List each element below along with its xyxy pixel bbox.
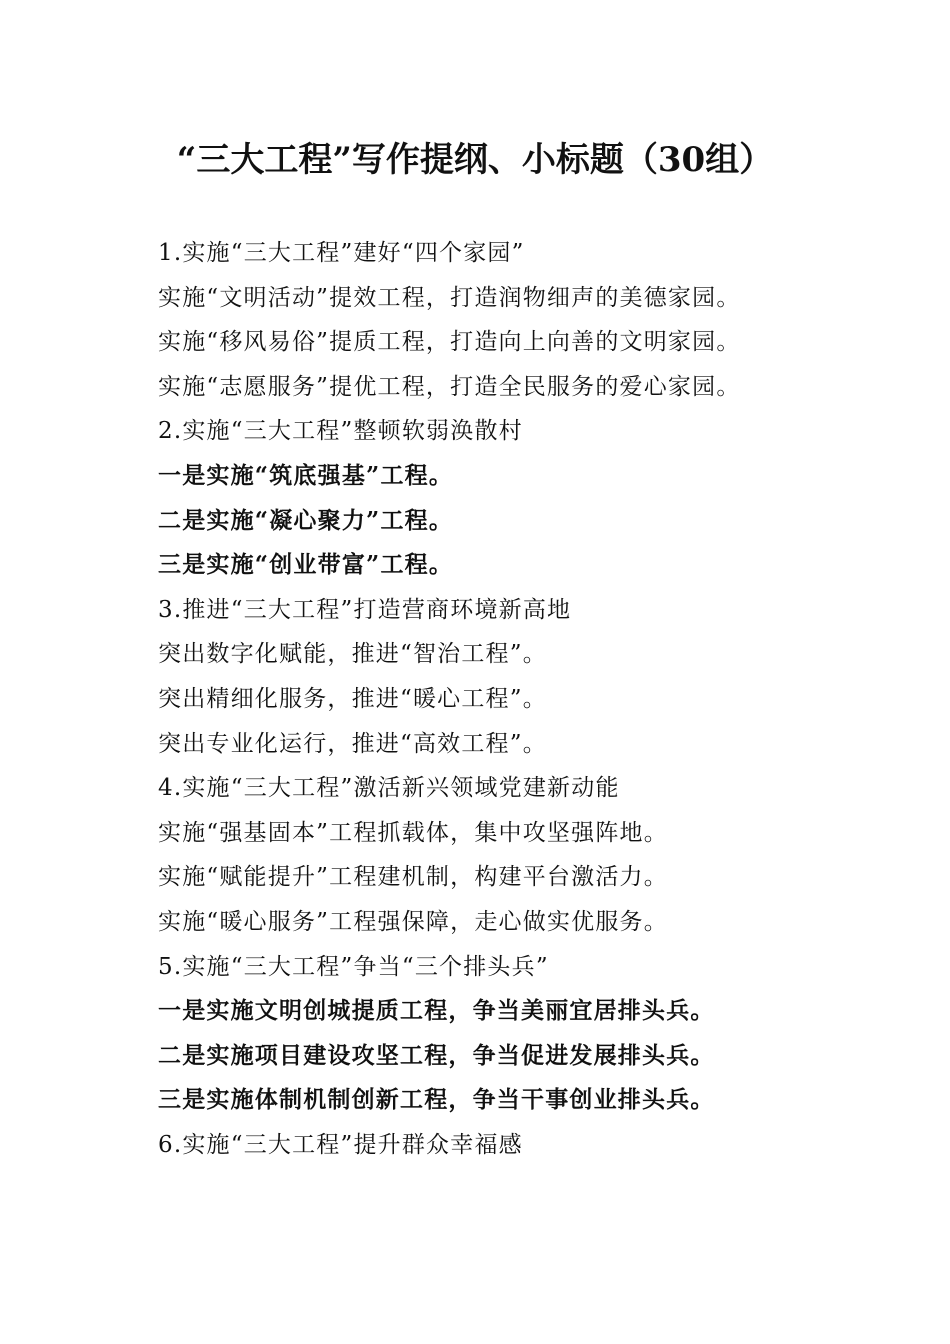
heading-6: 6.实施“三大工程”提升群众幸福感 <box>158 1131 523 1158</box>
paragraph-line: 一是实施文明创城提质工程，争当美丽宜居排头兵。 <box>158 997 715 1025</box>
paragraph-line: 实施“赋能提升”工程建机制，构建平台激活力。 <box>158 864 668 891</box>
paragraph-line: 突出精细化服务，推进“暖心工程”。 <box>158 685 547 712</box>
paragraph-line: 实施“志愿服务”提优工程，打造全民服务的爱心家园。 <box>158 373 741 400</box>
paragraph-line: 三是实施“创业带富”工程。 <box>158 551 454 579</box>
paragraph-line: 二是实施项目建设攻坚工程，争当促进发展排头兵。 <box>158 1041 715 1069</box>
paragraph-line: 二是实施“凝心聚力”工程。 <box>158 506 454 534</box>
paragraph-line: 突出专业化运行，推进“高效工程”。 <box>158 730 547 757</box>
paragraph-line: 实施“暖心服务”工程强保障，走心做实优服务。 <box>158 908 668 935</box>
paragraph-line: 一是实施“筑底强基”工程。 <box>158 461 454 489</box>
paragraph-line: 实施“文明活动”提效工程，打造润物细声的美德家园。 <box>158 284 741 311</box>
paragraph-line: 实施“移风易俗”提质工程，打造向上向善的文明家园。 <box>158 329 741 356</box>
heading-3: 3.推进“三大工程”打造营商环境新高地 <box>158 596 572 623</box>
heading-4: 4.实施“三大工程”激活新兴领域党建新动能 <box>158 775 620 802</box>
document-body <box>158 231 818 1167</box>
paragraph-line: 实施“强基固本”工程抓载体，集中攻坚强阵地。 <box>158 819 668 846</box>
document-title: “三大工程”写作提纲、小标题（30组） <box>176 140 774 180</box>
paragraph-line: 突出数字化赋能，推进“智治工程”。 <box>158 641 547 668</box>
heading-5: 5.实施“三大工程”争当“三个排头兵” <box>158 953 549 980</box>
heading-2: 2.实施“三大工程”整顿软弱涣散村 <box>158 418 523 445</box>
paragraph-line: 三是实施体制机制创新工程，争当干事创业排头兵。 <box>158 1086 715 1114</box>
heading-1: 1.实施“三大工程”建好“四个家园” <box>158 240 525 266</box>
